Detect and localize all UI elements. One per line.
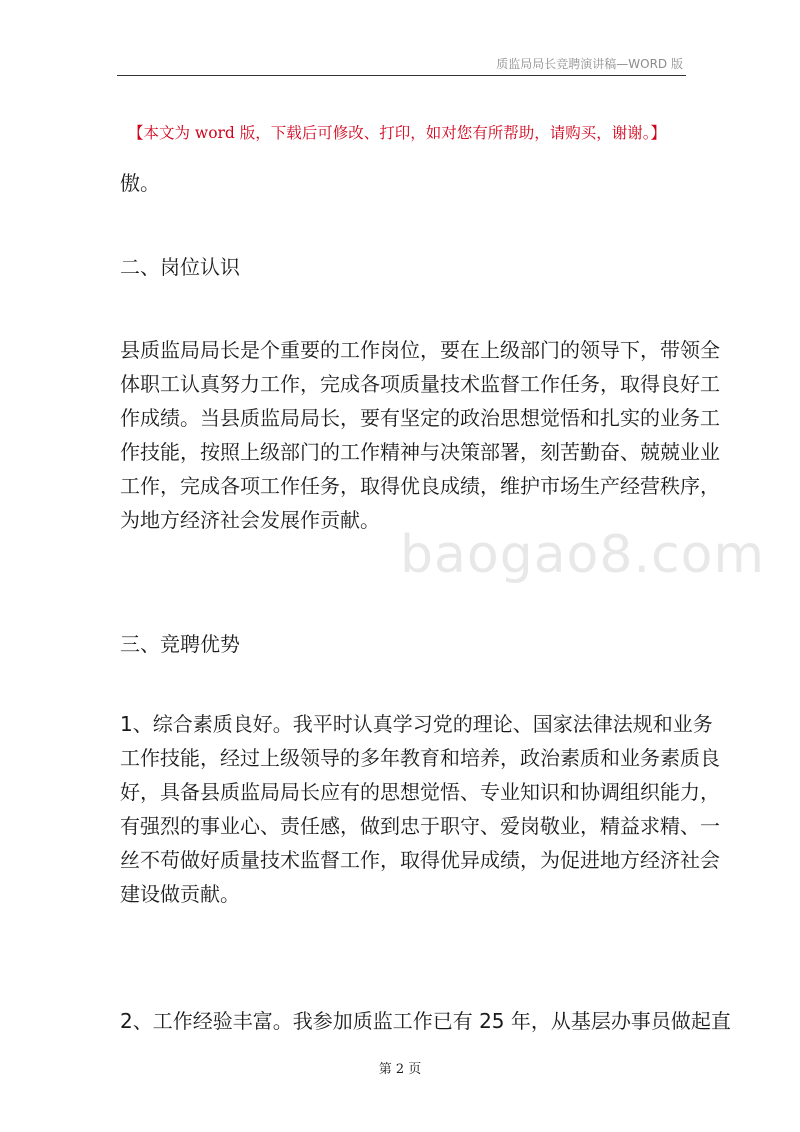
text-line: 有强烈的事业心、责任感，做到忠于职守、爱岗敬业，精益求精、一 [120, 814, 720, 838]
paragraph-advantage-1 [120, 707, 720, 911]
heading-text: 二、岗位认识 [120, 255, 240, 279]
text-line: 为地方经济社会发展作贡献。 [120, 508, 380, 532]
text-line: 体职工认真努力工作，完成各项质量技术监督工作任务，取得良好工 [120, 372, 720, 396]
text-line: 好，具备县质监局局长应有的思想觉悟、专业知识和协调组织能力， [120, 780, 720, 804]
text-line: 作成绩。当县质监局局长，要有坚定的政治思想觉悟和扎实的业务工 [120, 406, 720, 430]
notice-banner: 【本文为 word 版，下载后可修改、打印，如对您有所帮助，请购买，谢谢。】 [128, 124, 667, 142]
heading-text: 三、竞聘优势 [120, 632, 240, 656]
paragraph-continuation [120, 166, 685, 200]
section-heading-3 [120, 627, 685, 661]
text-line: 丝不苟做好质量技术监督工作，取得优异成绩，为促进地方经济社会 [120, 848, 720, 872]
text-line: 2、工作经验丰富。我参加质监工作已有 25 年，从基层办事员做起直 [120, 1009, 731, 1033]
text-line: 工作技能，经过上级领导的多年教育和培养，政治素质和业务素质良 [120, 746, 720, 770]
text-line: 建设做贡献。 [120, 882, 240, 906]
text-line: 作技能，按照上级部门的工作精神与决策部署，刻苦勤奋、兢兢业业 [120, 440, 720, 464]
paragraph-role [120, 333, 720, 537]
section-heading-2 [120, 250, 685, 284]
page-number: 第 2 页 [378, 1062, 422, 1077]
text-line: 1、综合素质良好。我平时认真学习党的理论、国家法律法规和业务 [120, 712, 713, 736]
header-title: 质监局局长竞聘演讲稿—WORD 版 [496, 57, 683, 71]
header-rule [117, 75, 686, 76]
paragraph-advantage-2 [120, 1004, 731, 1038]
text-line: 县质监局局长是个重要的工作岗位，要在上级部门的领导下，带领全 [120, 338, 720, 362]
watermark: baogao8.com [400, 525, 766, 585]
text-line: 工作，完成各项工作任务，取得优良成绩，维护市场生产经营秩序， [120, 474, 720, 498]
text-line: 傲。 [120, 171, 160, 195]
